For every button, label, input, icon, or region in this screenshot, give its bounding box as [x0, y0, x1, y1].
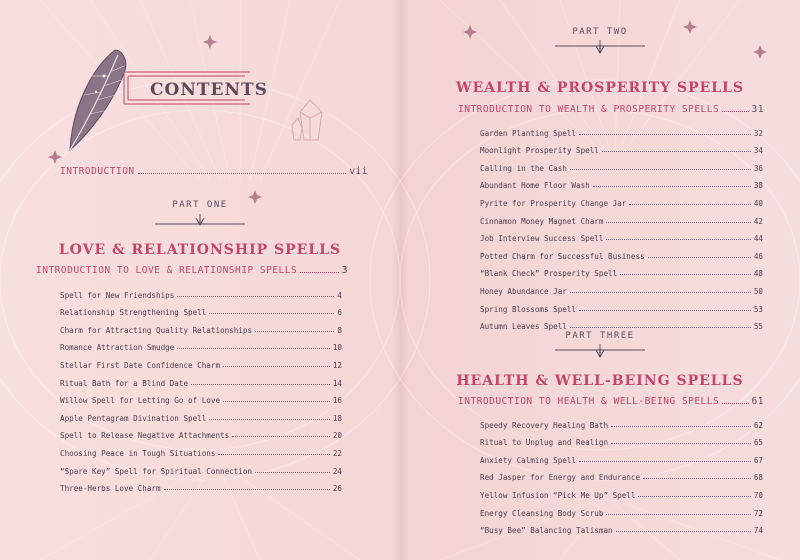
toc-entry[interactable]	[480, 243, 763, 261]
entry-label: Autumn Leaves Spell	[480, 322, 567, 332]
entry-label: Spell for New Friendships	[60, 290, 175, 300]
intro-page: 31	[751, 104, 764, 115]
toc-entry[interactable]	[60, 335, 342, 353]
leader-dots	[232, 436, 330, 437]
crystal-icon	[292, 100, 322, 140]
leader-dots	[602, 151, 751, 152]
leader-dots	[177, 348, 330, 349]
part-two-title: WEALTH & PROSPERITY SPELLS	[455, 80, 745, 96]
introduction-page: vii	[349, 166, 368, 177]
entry-page: 4	[337, 290, 342, 300]
toc-entry[interactable]	[480, 261, 763, 279]
intro-label: INTRODUCTION TO LOVE & RELATIONSHIP SPELLS	[36, 265, 298, 276]
entry-page: 53	[753, 304, 763, 314]
entry-label: Job Interview Success Spell	[480, 234, 604, 244]
leader-dots	[223, 366, 330, 367]
entry-label: Spring Blossoms Spell	[480, 304, 577, 314]
intro-label: INTRODUCTION TO HEALTH & WELL-BEING SPELLS	[458, 396, 720, 407]
leader-dots	[191, 384, 330, 385]
entry-label: Potted Charm for Successful Business	[480, 251, 645, 261]
entry-label: Three-Herbs Love Charm	[60, 484, 161, 494]
leader-dots	[648, 257, 751, 258]
toc-entry[interactable]	[60, 282, 342, 300]
leader-dots	[255, 331, 334, 332]
entry-page: 16	[332, 396, 342, 406]
entry-label: Red Jasper for Energy and Endurance	[480, 473, 641, 483]
entry-page: 50	[753, 286, 763, 296]
entry-label: Yellow Infusion “Pick Me Up” Spell	[480, 490, 636, 500]
leader-dots	[177, 296, 334, 297]
entry-label: “Blank Check” Prosperity Spell	[480, 269, 618, 279]
entry-page: 62	[753, 420, 763, 430]
leader-dots	[223, 401, 330, 402]
entry-page: 74	[753, 526, 763, 536]
entry-page: 42	[753, 216, 763, 226]
leader-dots	[579, 461, 751, 462]
toc-entry[interactable]	[480, 278, 763, 296]
entry-label: “Busy Bee” Balancing Talisman	[480, 526, 613, 536]
toc-entry[interactable]	[480, 120, 763, 138]
leader-dots	[255, 472, 330, 473]
entry-page: 67	[753, 455, 763, 465]
toc-entry[interactable]	[60, 388, 342, 406]
entry-label: Garden Planting Spell	[480, 128, 577, 138]
leader-dots	[579, 310, 751, 311]
toc-entry[interactable]	[480, 447, 763, 465]
entry-label: Ritual Bath for a Blind Date	[60, 378, 189, 388]
leader-dots	[611, 443, 751, 444]
intro-label: INTRODUCTION TO WEALTH & PROSPERITY SPELLS	[458, 104, 720, 115]
toc-entry[interactable]	[480, 412, 763, 430]
entry-page: 65	[753, 438, 763, 448]
leader-dots	[209, 419, 330, 420]
leader-dots	[164, 489, 330, 490]
entry-label: Pyrite for Prosperity Change Jar	[480, 198, 627, 208]
part-one-label: PART ONE	[172, 200, 228, 210]
toc-entry[interactable]	[480, 465, 763, 483]
toc-entry[interactable]	[60, 458, 342, 476]
leader-dots	[570, 292, 751, 293]
part-one-intro-row[interactable]	[36, 265, 348, 276]
toc-entry[interactable]	[480, 190, 763, 208]
part-three-label: PART THREE	[565, 331, 635, 341]
entry-page: 12	[332, 360, 342, 370]
entry-label: Apple Pentagram Divination Spell	[60, 413, 207, 423]
entry-label: Anxiety Calming Spell	[480, 455, 577, 465]
entry-page: 24	[332, 466, 342, 476]
entry-page: 20	[332, 431, 342, 441]
entry-page: 72	[753, 508, 763, 518]
entry-page: 6	[337, 308, 342, 318]
entry-page: 8	[337, 325, 342, 335]
entry-label: Energy Cleansing Body Scrub	[480, 508, 604, 518]
leader-dots	[579, 134, 751, 135]
part-two-entries	[480, 120, 763, 331]
toc-entry[interactable]	[60, 405, 342, 423]
leader-dots	[218, 454, 329, 455]
leader-dots	[620, 274, 751, 275]
entry-label: Moonlight Prosperity Spell	[480, 146, 599, 156]
toc-entry[interactable]	[480, 155, 763, 173]
leader-dots	[638, 496, 750, 497]
entry-page: 48	[753, 269, 763, 279]
part-three-intro-row[interactable]	[458, 396, 764, 407]
toc-entry[interactable]	[480, 500, 763, 518]
leader-dots	[629, 204, 751, 205]
introduction-label: INTRODUCTION	[60, 166, 135, 177]
entry-label: Charm for Attracting Quality Relationships	[60, 325, 253, 335]
leader-dots	[138, 173, 347, 174]
toc-entry[interactable]	[60, 300, 342, 318]
entry-label: Choosing Peace in Tough Situations	[60, 448, 216, 458]
entry-page: 26	[332, 484, 342, 494]
part-one-entries	[60, 282, 342, 493]
part-two-label: PART TWO	[572, 27, 628, 37]
toc-entry[interactable]	[480, 518, 763, 536]
leader-dots	[606, 514, 750, 515]
leader-dots	[643, 478, 751, 479]
leader-dots	[606, 222, 750, 223]
part-three-entries	[480, 412, 763, 535]
toc-entry[interactable]	[60, 370, 342, 388]
leader-dots	[616, 531, 751, 532]
entry-page: 55	[753, 322, 763, 332]
toc-entry[interactable]	[60, 476, 342, 494]
part-two-intro-row[interactable]	[458, 104, 764, 115]
toc-entry[interactable]	[480, 138, 763, 156]
entry-page: 40	[753, 198, 763, 208]
toc-entry[interactable]	[480, 208, 763, 226]
toc-entry[interactable]	[480, 296, 763, 314]
entry-page: 68	[753, 473, 763, 483]
leader-dots	[611, 426, 751, 427]
entry-page: 36	[753, 163, 763, 173]
entry-label: Honey Abundance Jar	[480, 286, 567, 296]
entry-label: “Spare Key” Spell for Spiritual Connection	[60, 466, 253, 476]
intro-page: 3	[341, 265, 348, 276]
entry-page: 32	[753, 128, 763, 138]
entry-page: 18	[332, 413, 342, 423]
entry-label: Calling in the Cash	[480, 163, 567, 173]
entry-page: 10	[332, 343, 342, 353]
entry-page: 34	[753, 146, 763, 156]
leader-dots	[606, 239, 750, 240]
entry-label: Romance Attraction Smudge	[60, 343, 175, 353]
entry-page: 38	[753, 181, 763, 191]
entry-label: Spell to Release Negative Attachments	[60, 431, 230, 441]
introduction-row[interactable]	[60, 166, 368, 177]
toc-entry[interactable]	[480, 482, 763, 500]
entry-label: Relationship Strengthening Spell	[60, 308, 207, 318]
entry-page: 46	[753, 251, 763, 261]
leader-dots	[722, 403, 748, 404]
leader-dots	[593, 186, 751, 187]
leader-dots	[722, 111, 748, 112]
contents-title: CONTENTS	[150, 80, 268, 100]
leader-dots	[300, 272, 339, 273]
part-three-title: HEALTH & WELL-BEING SPELLS	[456, 373, 744, 389]
entry-page: 22	[332, 448, 342, 458]
entry-label: Speedy Recovery Healing Bath	[480, 420, 609, 430]
entry-page: 14	[332, 378, 342, 388]
leader-dots	[209, 313, 334, 314]
entry-page: 70	[753, 490, 763, 500]
intro-page: 61	[751, 396, 764, 407]
entry-label: Stellar First Date Confidence Charm	[60, 360, 221, 370]
toc-entry[interactable]	[480, 173, 763, 191]
leader-dots	[570, 327, 751, 328]
entry-label: Cinnamon Money Magnet Charm	[480, 216, 604, 226]
toc-entry[interactable]	[480, 226, 763, 244]
toc-entry[interactable]	[480, 430, 763, 448]
toc-entry[interactable]	[480, 314, 763, 332]
toc-entry[interactable]	[60, 317, 342, 335]
toc-entry[interactable]	[60, 423, 342, 441]
leader-dots	[570, 169, 751, 170]
entry-label: Abundant Home Floor Wash	[480, 181, 590, 191]
entry-label: Ritual to Unplug and Realign	[480, 438, 609, 448]
toc-entry[interactable]	[60, 352, 342, 370]
entry-label: Willow Spell for Letting Go of Love	[60, 396, 221, 406]
part-one-title: LOVE & RELATIONSHIP SPELLS	[58, 242, 342, 258]
toc-entry[interactable]	[60, 440, 342, 458]
entry-page: 44	[753, 234, 763, 244]
